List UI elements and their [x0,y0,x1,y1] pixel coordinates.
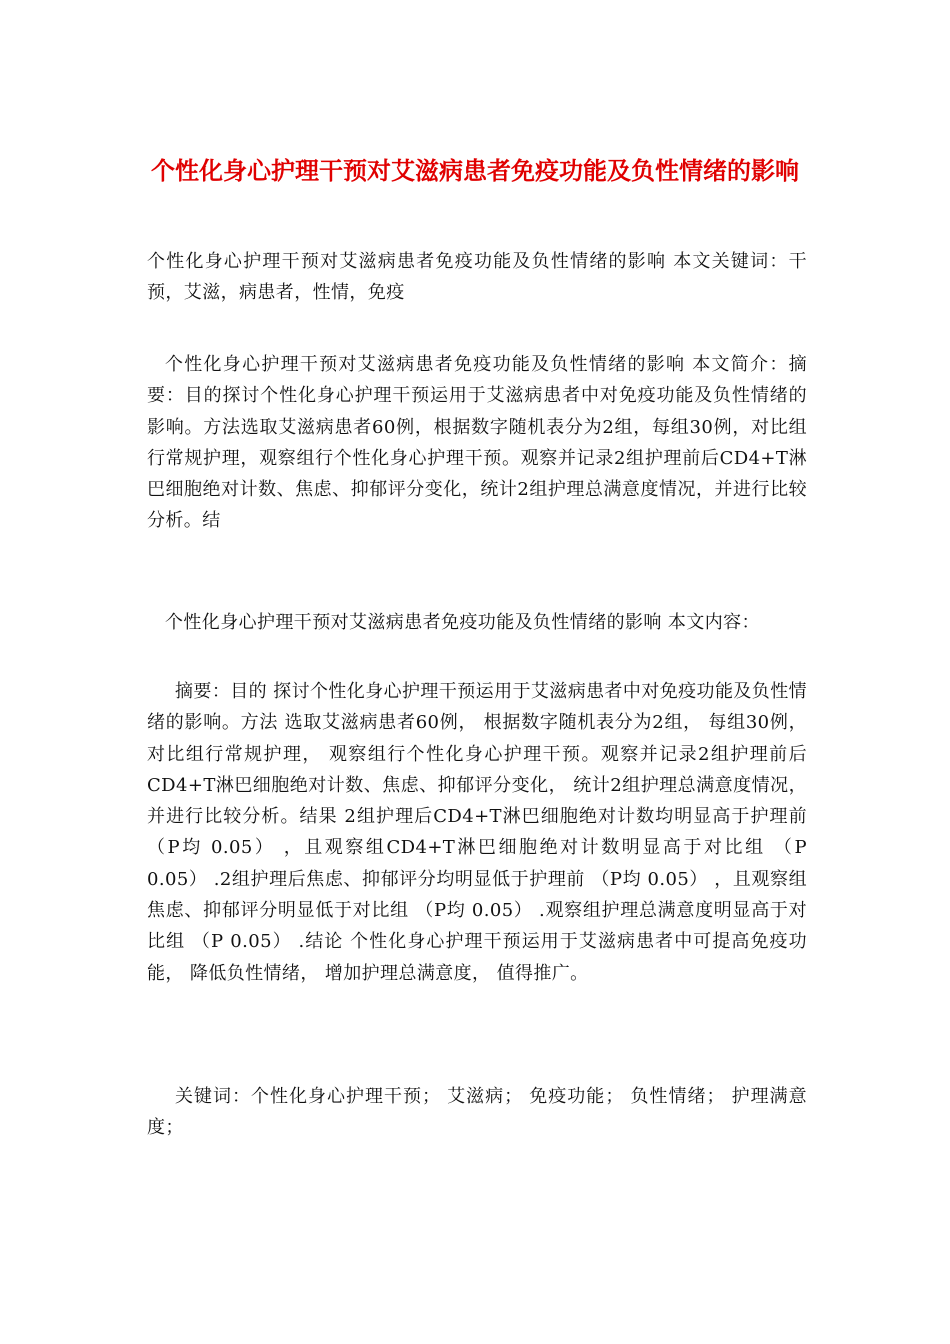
keywords-paragraph: 关键词：个性化身心护理干预； 艾滋病； 免疫功能； 负性情绪； 护理满意度； [147,1086,807,1139]
content-heading: 个性化身心护理干预对艾滋病患者免疫功能及负性情绪的影响 本文内容： [165,612,760,633]
intro-paragraph: 个性化身心护理干预对艾滋病患者免疫功能及负性情绪的影响 本文简介：摘要：目的探讨个性化身心护理干预运用于艾滋病患者中对免疫功能及负性情绪的影响。方法选取艾滋病患者60例，根据数字随机表分为2组，每组30例，对比组行常规护理，观察组行个性化身心护理干预。观察并记录2组护理前后CD4+T淋巴细胞绝对计数、焦虑、抑郁评分变化，统计2组护理总满意度情况，并进行比较分析。结 [147,354,807,532]
document-title: 个性化身心护理干预对艾滋病患者免疫功能及负性情绪的影响 [151,157,799,185]
abstract-paragraph: 摘要：目的 探讨个性化身心护理干预运用于艾滋病患者中对免疫功能及负性情绪的影响。方法 选取艾滋病患者60例， 根据数字随机表分为2组， 每组30例， 对比组行常规护理， 观察组行个性化身心护理干预。观察并记录2组护理前后CD4+T淋巴细胞绝对计数、焦虑、抑郁评分变化， 统计2组护理总满意度情况， 并进行比较分析。结果 2组护理后CD4+T淋巴细胞绝对计数均明显高于护理前 （P均 0.05） ，且观察组CD4+T淋巴细胞绝对计数明显高于对比组 （P 0.05） .2组护理后焦虑、抑郁评分均明显低于护理前 （P均 0.05） ，且观察组焦虑、抑郁评分明显低于对比组 （P均 0.05） .观察组护理总满意度明显高于对比组 （P 0.05） .结论 个性化身心护理干预运用于艾滋病患者中可提高免疫功能， 降低负性情绪， 增加护理总满意度， 值得推广。 [147,681,807,984]
keywords-line: 个性化身心护理干预对艾滋病患者免疫功能及负性情绪的影响 本文关键词：干预，艾滋，病患者，性情，免疫 [147,251,807,304]
